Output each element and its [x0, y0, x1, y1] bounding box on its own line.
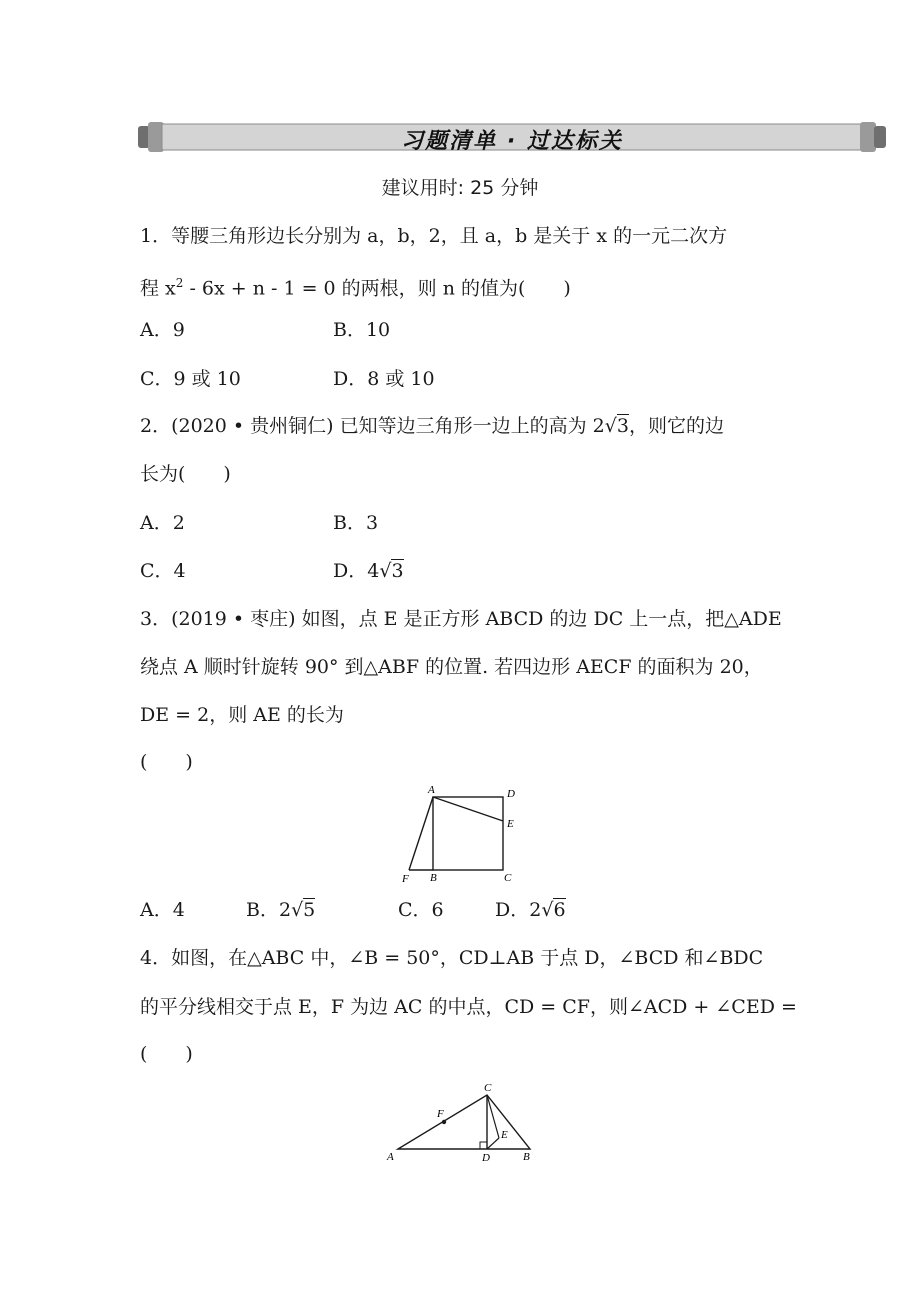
q4-line1: 4．如图，在△ABC 中，∠B = 50°，CD⊥AB 于点 D，∠BCD 和∠BDC: [140, 947, 764, 969]
label-d: D: [482, 1152, 490, 1164]
q1-line1: 1．等腰三角形边长分别为 a，b，2，且 a，b 是关于 x 的一元二次方: [140, 225, 728, 247]
q2-line1-b: ，则它的边: [628, 415, 724, 437]
banner-title: 习题清单 · 过达标关: [401, 129, 623, 154]
right-angle-mark: [480, 1142, 487, 1149]
label-d: D: [507, 788, 515, 800]
q2-radicand: 3: [616, 415, 629, 437]
q3-figure-square: [395, 782, 525, 887]
q2-option-d: [333, 557, 404, 585]
q2-line2: 长为( ): [140, 463, 231, 485]
q1-option-a: A．9: [140, 319, 185, 341]
q1-line2: [140, 269, 571, 302]
q3-line3: DE = 2，则 AE 的长为: [140, 704, 344, 726]
q3-option-a: A．4: [140, 899, 185, 921]
q1-option-b: B．10: [333, 319, 391, 341]
q1-superscript: 2: [175, 276, 184, 290]
q2-line1-a: 2．(2020 • 贵州铜仁) 已知等边三角形一边上的高为 2: [140, 415, 605, 437]
label-a: A: [387, 1151, 394, 1163]
q3-option-b-radicand: 5: [303, 899, 316, 921]
q1-line2-a: 程 x: [140, 277, 176, 300]
q3-option-b-prefix: B．2: [246, 899, 292, 921]
q3-option-d-prefix: D．2: [495, 899, 542, 921]
point-f: [442, 1120, 446, 1124]
segment-de: [487, 1138, 499, 1149]
segment-ae: [433, 797, 503, 821]
suggested-time: 建议用时: 25 分钟: [381, 177, 539, 199]
q2-option-d-radicand: 3: [391, 560, 404, 582]
section-banner: [138, 120, 886, 154]
sqrt-icon: √: [379, 560, 392, 582]
segment-af: [409, 797, 433, 870]
label-f: F: [402, 873, 409, 885]
q4-line3: ( ): [140, 1043, 193, 1065]
triangle-abc: [398, 1095, 530, 1149]
q3-line4: ( ): [140, 751, 193, 773]
q2-option-d-prefix: D．4: [333, 560, 380, 582]
sqrt-icon: √: [541, 899, 554, 921]
q3-line2: 绕点 A 顺时针旋转 90° 到△ABF 的位置. 若四边形 AECF 的面积为 20，: [140, 656, 763, 678]
label-c: C: [504, 872, 512, 884]
q2-option-a: A．2: [140, 512, 185, 534]
q1-option-d: D．8 或 10: [333, 368, 435, 390]
label-f: F: [437, 1108, 444, 1120]
sqrt-icon: √: [604, 415, 617, 437]
q3-option-b: [246, 896, 315, 924]
q1-line2-b: - 6x + n - 1 = 0 的两根，则 n 的值为( ): [183, 277, 571, 300]
q4-figure-triangle: [380, 1080, 540, 1170]
q3-line1: 3．(2019 • 枣庄) 如图，点 E 是正方形 ABCD 的边 DC 上一点，把△ADE: [140, 608, 782, 630]
square-abcd: [433, 797, 503, 870]
q1-option-c: C．9 或 10: [140, 368, 241, 390]
q3-option-d-radicand: 6: [553, 899, 566, 921]
q3-option-c: C．6: [398, 899, 444, 921]
q3-option-d: [495, 896, 566, 924]
q2-line1: [140, 412, 724, 440]
label-c: C: [484, 1082, 492, 1094]
label-b: B: [523, 1151, 530, 1163]
label-a: A: [428, 784, 435, 796]
q2-option-b: B．3: [333, 512, 379, 534]
label-e: E: [501, 1129, 508, 1141]
label-b: B: [430, 872, 437, 884]
q2-option-c: C．4: [140, 560, 186, 582]
q4-line2: 的平分线相交于点 E，F 为边 AC 的中点，CD = CF，则∠ACD + ∠CED =: [140, 996, 797, 1018]
label-e: E: [507, 818, 514, 830]
sqrt-icon: √: [291, 899, 304, 921]
